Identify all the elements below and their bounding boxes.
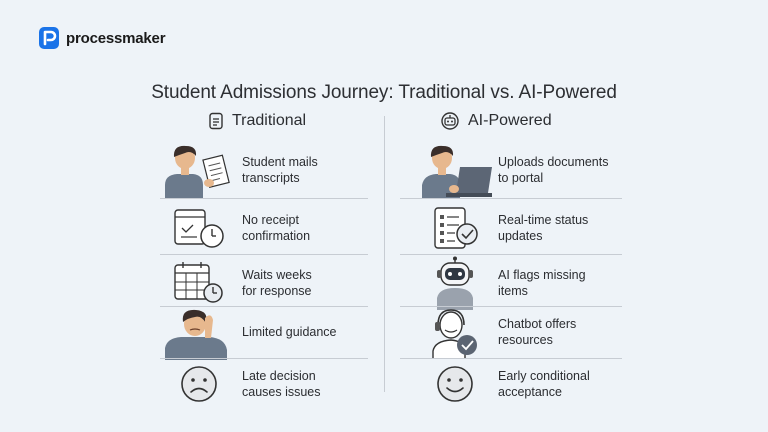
ai-row-4-text: Chatbot offers resources	[498, 317, 577, 347]
traditional-column-label: Traditional	[232, 112, 307, 129]
robot-icon	[412, 255, 498, 311]
student-laptop-icon	[412, 142, 498, 198]
calendar-clock-icon	[156, 255, 242, 311]
ai-row-5	[412, 356, 622, 412]
traditional-column-header	[208, 112, 306, 130]
column-divider	[384, 116, 385, 392]
traditional-row-2-text: No receipt confirmation	[242, 213, 311, 243]
row-separator	[160, 198, 368, 199]
robot-icon	[440, 112, 460, 130]
ai-column-header	[440, 112, 552, 130]
processmaker-logo-icon	[38, 26, 60, 50]
traditional-row-4	[156, 304, 369, 360]
student-mailing-papers-icon	[156, 142, 242, 198]
row-separator	[400, 198, 622, 199]
document-icon	[208, 112, 224, 130]
smile-face-icon	[412, 356, 498, 412]
calendar-clock-icon	[156, 200, 242, 256]
ai-row-4	[412, 304, 622, 360]
ai-row-1	[412, 142, 622, 198]
ai-row-1-text: Uploads documents to portal	[498, 155, 609, 185]
ai-row-3	[412, 255, 622, 311]
brand-name: processmaker	[66, 29, 166, 47]
ai-row-2	[412, 200, 622, 256]
ai-column-label: AI-Powered	[468, 112, 552, 129]
traditional-row-3	[156, 255, 369, 311]
checklist-icon	[412, 200, 498, 256]
frown-face-icon	[156, 356, 242, 412]
traditional-row-1-text: Student mails transcripts	[242, 155, 318, 185]
traditional-row-2	[156, 200, 369, 256]
brand-logo	[38, 26, 165, 50]
traditional-row-5	[156, 356, 369, 412]
traditional-row-5-text: Late decision causes issues	[242, 369, 321, 399]
traditional-row-3-text: Waits weeks for response	[242, 268, 312, 298]
confused-student-icon	[156, 304, 242, 360]
traditional-row-1	[156, 142, 369, 198]
page-title: Student Admissions Journey: Traditional vs. AI-Powered	[151, 82, 617, 103]
ai-row-3-text: AI flags missing items	[498, 268, 586, 298]
chatbot-headset-icon	[412, 304, 498, 360]
ai-row-2-text: Real-time status updates	[498, 213, 589, 243]
ai-row-5-text: Early conditional acceptance	[498, 369, 590, 399]
traditional-row-4-text: Limited guidance	[242, 325, 337, 339]
